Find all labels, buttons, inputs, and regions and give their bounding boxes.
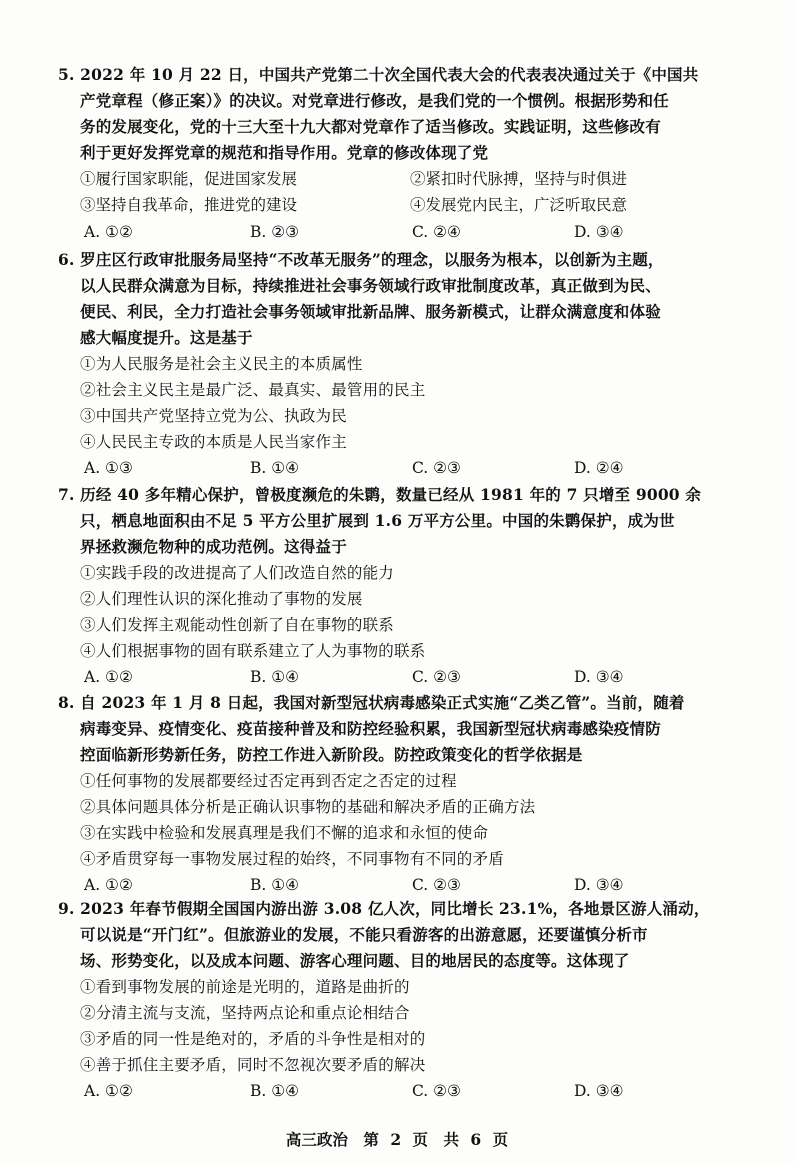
statement-item: ①看到事物发展的前途是光明的，道路是曲折的 bbox=[80, 978, 410, 996]
question-stem-line: 利于更好发挥党章的规范和指导作用。党章的修改体现了党 bbox=[80, 143, 489, 162]
question-stem-line: 以人民群众满意为目标，持续推进社会事务领域行政审批制度改革，真正做到为民、 bbox=[80, 276, 661, 295]
question-stem-line: 可以说是“开门红”。但旅游业的发展，不能只看游客的出游意愿，还要谨慎分析市 bbox=[80, 925, 648, 944]
statement-item: ①实践手段的改进提高了人们改造自然的能力 bbox=[80, 564, 395, 582]
statement-item: ③坚持自我革命，推进党的建设 bbox=[80, 196, 298, 214]
answer-choice-c[interactable]: C. ②③ bbox=[412, 668, 461, 686]
question-stem-line: 感大幅度提升。这是基于 bbox=[80, 328, 253, 347]
answer-choice-a[interactable]: A. ①② bbox=[84, 876, 133, 894]
statement-item: ①为人民服务是社会主义民主的本质属性 bbox=[80, 355, 363, 373]
question-stem-line: 控面临新形势新任务，防控工作进入新阶段。防控政策变化的哲学依据是 bbox=[80, 745, 583, 764]
statement-item: ④人们根据事物的固有联系建立了人为事物的联系 bbox=[80, 642, 426, 660]
answer-choice-a[interactable]: A. ①③ bbox=[84, 459, 133, 477]
statement-item: ②社会主义民主是最广泛、最真实、最管用的民主 bbox=[80, 381, 426, 399]
question-stem-line: 8. 自 2023 年 1 月 8 日起，我国对新型冠状病毒感染正式实施“乙类乙管”。当前，随着 bbox=[58, 693, 685, 712]
question-stem-line: 病毒变异、疫情变化、疫苗接种普及和防控经验积累，我国新型冠状病毒感染疫情防 bbox=[80, 719, 661, 738]
answer-choice-d[interactable]: D. ③④ bbox=[574, 668, 624, 686]
question-stem-line: 便民、利民，全力打造社会事务领域审批新品牌、服务新模式，让群众满意度和体验 bbox=[80, 302, 661, 321]
statement-item: ③矛盾的同一性是绝对的，矛盾的斗争性是相对的 bbox=[80, 1030, 426, 1048]
page-footer: 高三政治 第 2 页 共 6 页 bbox=[285, 1130, 509, 1149]
question-stem-line: 产党章程（修正案）》的决议。对党章进行修改，是我们党的一个惯例。根据形势和任 bbox=[80, 91, 669, 110]
answer-choice-b[interactable]: B. ①④ bbox=[250, 1082, 300, 1100]
question-stem-line: 7. 历经 40 多年精心保护，曾极度濒危的朱鹮，数量已经从 1981 年的 7 只增至 9000 余 bbox=[58, 485, 702, 504]
answer-choice-c[interactable]: C. ②④ bbox=[412, 223, 461, 241]
answer-choice-a[interactable]: A. ①② bbox=[84, 223, 133, 241]
statement-item: ④人民民主专政的本质是人民当家作主 bbox=[80, 433, 347, 451]
answer-choice-c[interactable]: C. ②③ bbox=[412, 1082, 461, 1100]
statement-item: ①履行国家职能，促进国家发展 bbox=[80, 170, 298, 188]
answer-choice-d[interactable]: D. ②④ bbox=[574, 459, 624, 477]
answer-choice-c[interactable]: C. ②③ bbox=[412, 459, 461, 477]
statement-item: ③中国共产党坚持立党为公、执政为民 bbox=[80, 407, 347, 425]
answer-choice-d[interactable]: D. ③④ bbox=[574, 223, 624, 241]
statement-item: ④矛盾贯穿每一事物发展过程的始终，不同事物有不同的矛盾 bbox=[80, 850, 504, 868]
question-stem-line: 务的发展变化，党的十三大至十九大都对党章作了适当修改。实践证明，这些修改有 bbox=[80, 117, 661, 136]
question-stem-line: 只，栖息地面积由不足 5 平方公里扩展到 1.6 万平方公里。中国的朱鹮保护，成为世 bbox=[80, 511, 675, 530]
answer-choice-c[interactable]: C. ②③ bbox=[412, 876, 461, 894]
question-stem-line: 5. 2022 年 10 月 22 日，中国共产党第二十次全国代表大会的代表表决通过关于《中国共 bbox=[58, 65, 699, 84]
statement-item: ①任何事物的发展都要经过否定再到否定之否定的过程 bbox=[80, 772, 457, 790]
answer-choice-b[interactable]: B. ①④ bbox=[250, 459, 300, 477]
answer-choice-a[interactable]: A. ①② bbox=[84, 668, 133, 686]
answer-choice-d[interactable]: D. ③④ bbox=[574, 1082, 624, 1100]
question-stem-line: 界拯救濒危物种的成功范例。这得益于 bbox=[80, 537, 347, 556]
answer-choice-b[interactable]: B. ①④ bbox=[250, 876, 300, 894]
statement-item: ②分清主流与支流，坚持两点论和重点论相结合 bbox=[80, 1004, 410, 1022]
statement-item: ③在实践中检验和发展真理是我们不懈的追求和永恒的使命 bbox=[80, 824, 489, 842]
question-stem-line: 场、形势变化，以及成本问题、游客心理问题、目的地居民的态度等。这体现了 bbox=[80, 951, 630, 970]
statement-item: ②紧扣时代脉搏，坚持与时俱进 bbox=[410, 170, 628, 188]
statement-item: ④善于抓住主要矛盾，同时不忽视次要矛盾的解决 bbox=[80, 1056, 426, 1074]
statement-item: ②具体问题具体分析是正确认识事物的基础和解决矛盾的正确方法 bbox=[80, 798, 536, 816]
answer-choice-a[interactable]: A. ①② bbox=[84, 1082, 133, 1100]
statement-item: ③人们发挥主观能动性创新了自在事物的联系 bbox=[80, 616, 395, 634]
answer-choice-b[interactable]: B. ②③ bbox=[250, 223, 300, 241]
question-stem-line: 9. 2023 年春节假期全国国内游出游 3.08 亿人次，同比增长 23.1%，各地景区游人涌动， bbox=[58, 899, 710, 918]
answer-choice-d[interactable]: D. ③④ bbox=[574, 876, 624, 894]
statement-item: ②人们理性认识的深化推动了事物的发展 bbox=[80, 590, 363, 608]
question-stem-line: 6. 罗庄区行政审批服务局坚持“不改革无服务”的理念，以服务为根本，以创新为主题， bbox=[58, 250, 664, 269]
statement-item: ④发展党内民主，广泛听取民意 bbox=[410, 196, 628, 214]
answer-choice-b[interactable]: B. ①④ bbox=[250, 668, 300, 686]
